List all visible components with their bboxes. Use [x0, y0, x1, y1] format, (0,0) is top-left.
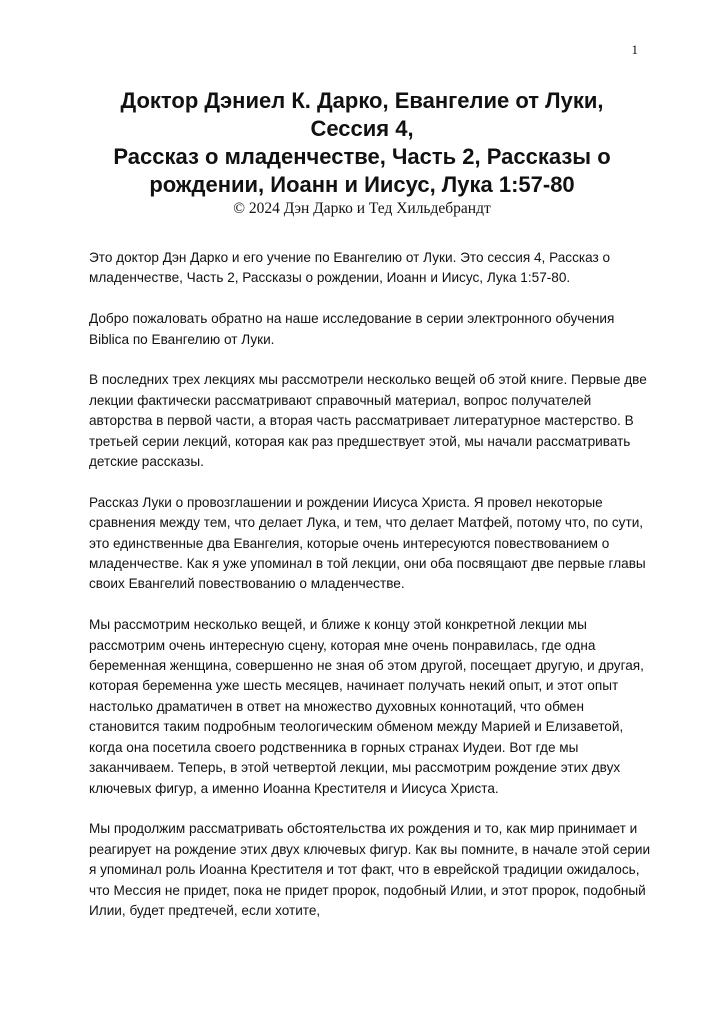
title-line: Рассказ о младенчестве, Часть 2, Рассказы о [113, 144, 611, 169]
paragraph: Мы продолжим рассматривать обстоятельства их рождения и то, как мир принимает и реагирует на рождение этих двух ключевых фигур. Как вы помните, в начале этой серии я упоминал роль Иоанна Крестителя и тот факт, что в еврейской традиции ожидалось, что Мессия не придет, пока не придет пророк, подобный Илии, и этот пророк, подобный Илии, будет предтечей, если хотите, [89, 821, 651, 918]
paragraph: Мы рассмотрим несколько вещей, и ближе к концу этой конкретной лекции мы рассмотрим очень интересную сцену, которая мне очень понравилась, где одна беременная женщина, совершенно не зная об этом другой, посещает другую, и другая, которая беременна уже шесть месяцев, начинает получать некий опыт, и этот опыт настолько драматичен в ответ на множество духовных коннотаций, что обмен становится таким подробным теологическим обменом между Марией и Елизаветой, когда она посетила своего родственника в горных странах Иудеи. Вот где мы заканчиваем. Теперь, в этой четвертой лекции, мы рассмотрим рождение этих двух ключевых фигур, а именно Иоанна Крестителя и Иисуса Христа. [89, 617, 644, 796]
paragraph: В последних трех лекциях мы рассмотрели несколько вещей об этой книге. Первые две лекции фактически рассматривают справочный материал, вопрос получателей авторства в первой части, а вторая часть рассматривает литературное мастерство. В третьей серии лекций, которая как раз предшествует этой, мы начали рассматривать детские рассказы. [89, 372, 647, 470]
title-line: Доктор Дэниел К. Дарко, Евангелие от Луки, [120, 88, 604, 113]
copyright-notice: © 2024 Дэн Дарко и Тед Хильдебрандт [233, 200, 491, 217]
page-number: 1 [631, 42, 638, 57]
paragraph: Рассказ Луки о провозглашении и рождении Иисуса Христа. Я провел некоторые сравнения между тем, что делает Лука, и тем, что делает Матфей, потому что, по сути, это единственные два Евангелия, которые очень интересуются повествованием о младенчестве. Как я уже упоминал в той лекции, они оба посвящают две первые главы своих Евангелий повествованию о младенчестве. [89, 494, 646, 592]
document-body [89, 248, 655, 942]
document-title-block [60, 87, 664, 219]
title-line: Сессия 4, [310, 116, 414, 141]
paragraph: Это доктор Дэн Дарко и его учение по Евангелию от Луки. Это сессия 4, Рассказ о младенчестве, Часть 2, Рассказы о рождении, Иоанн и Иисус, Лука 1:57-80. [89, 250, 611, 286]
paragraph: Добро пожаловать обратно на наше исследование в серии электронного обучения Biblica по Евангелию от Луки. [89, 311, 615, 347]
title-line: рождении, Иоанн и Иисус, Лука 1:57-80 [149, 172, 575, 197]
